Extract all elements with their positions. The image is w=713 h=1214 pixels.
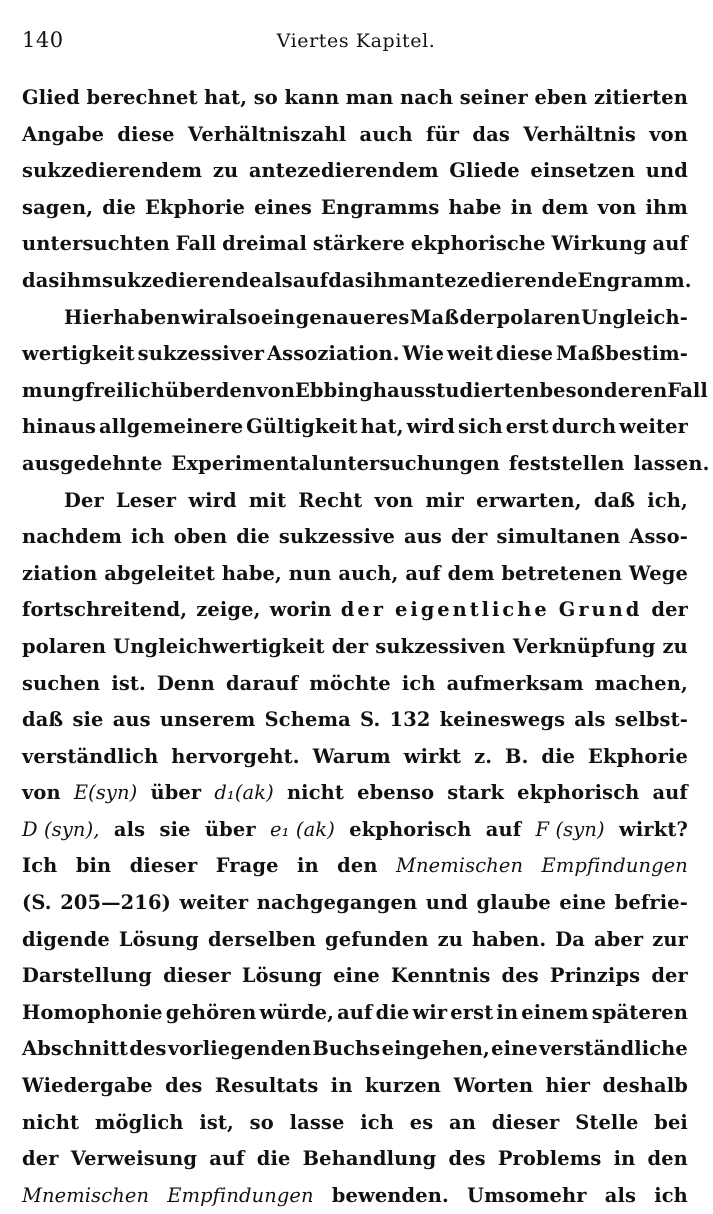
word: weiter	[619, 415, 688, 439]
word: nachgegangen	[256, 891, 418, 915]
word: Hier	[64, 305, 113, 329]
word: glaube	[476, 891, 551, 915]
word: mit	[248, 488, 287, 512]
word: des	[501, 964, 539, 988]
word: lasse	[289, 1110, 345, 1134]
text-line	[22, 848, 688, 885]
word: weiter	[179, 891, 249, 915]
text-line	[22, 300, 688, 337]
word: haben	[113, 305, 181, 329]
word: z.	[474, 744, 493, 768]
word: einem	[521, 1000, 589, 1024]
word: und	[425, 891, 468, 915]
word: der	[331, 634, 369, 658]
word: auf	[337, 1000, 373, 1024]
word: abgeleitet	[104, 561, 216, 585]
word: worin	[269, 598, 332, 622]
word: kann	[284, 86, 340, 109]
word: 132	[389, 708, 431, 732]
word: zu	[212, 159, 239, 183]
text-line	[22, 812, 688, 849]
text-line	[22, 190, 688, 227]
word: B.	[505, 744, 529, 768]
word: Gültigkeit	[246, 415, 358, 439]
word: und	[645, 159, 688, 183]
word: erst	[505, 415, 549, 439]
word: suchen	[22, 671, 101, 695]
word: Umsomehr	[467, 1183, 587, 1207]
word: ein	[261, 305, 296, 329]
word: befrie-	[614, 891, 688, 915]
word: wird	[406, 415, 455, 439]
word: dieser	[491, 1110, 560, 1134]
word: der	[651, 598, 688, 622]
word: Verweisung	[70, 1147, 198, 1171]
word: auf	[405, 561, 441, 585]
word: e₁ (ak)	[270, 817, 335, 841]
text-line	[22, 263, 692, 300]
word: in	[330, 1074, 353, 1098]
word: die	[102, 195, 136, 219]
word: machen,	[594, 671, 688, 695]
word: Verhältnis	[523, 122, 636, 146]
word: so	[249, 1110, 274, 1134]
word: weit	[447, 342, 493, 366]
word: Buchs	[312, 1037, 381, 1061]
word: über	[204, 817, 256, 841]
word: darauf	[225, 671, 299, 695]
text-line	[22, 995, 688, 1032]
word: nicht	[22, 1110, 80, 1134]
word: ausgedehnte	[22, 451, 163, 475]
word: als	[261, 268, 293, 292]
word: ihm	[645, 195, 688, 219]
word: wertigkeit	[22, 342, 135, 366]
word: Verhältniszahl	[187, 122, 347, 146]
word: aber	[593, 927, 644, 951]
text-line	[22, 519, 688, 556]
word: ekphorische	[410, 232, 546, 256]
word: Mnemischen	[395, 854, 524, 878]
word: berechnet	[86, 86, 198, 109]
word: der	[340, 598, 386, 622]
word: verständliche	[539, 1037, 688, 1061]
text-line	[22, 117, 688, 154]
word: als	[113, 817, 146, 841]
text-line	[22, 1141, 688, 1178]
text-line	[22, 373, 708, 410]
word: sukzedierendem	[22, 159, 203, 183]
word: die	[256, 1147, 291, 1171]
word: auf	[652, 781, 688, 805]
word: sich	[457, 415, 503, 439]
word: Worten	[453, 1074, 534, 1098]
word: ihm	[59, 268, 102, 292]
word: den	[647, 1147, 688, 1171]
word: Recht	[298, 488, 363, 512]
word: aus	[403, 525, 442, 549]
word: diese	[495, 342, 554, 366]
text-line	[22, 922, 688, 959]
word: lassen.	[633, 451, 710, 475]
word: als	[604, 1183, 637, 1207]
word: ich	[360, 1110, 394, 1134]
word: wird	[188, 488, 237, 512]
word: der	[22, 1147, 59, 1171]
word: in	[613, 1147, 636, 1171]
word: hervorgeht.	[171, 744, 300, 768]
word: ebenso	[357, 781, 435, 805]
text-line	[22, 1031, 688, 1068]
word: eine	[491, 1037, 538, 1061]
word: wirkt?	[619, 817, 688, 841]
text-line	[22, 336, 688, 373]
word: Angabe	[22, 122, 105, 146]
text-line	[22, 958, 688, 995]
word: von	[22, 781, 61, 805]
word: habe	[448, 195, 502, 219]
word: Fall	[175, 232, 217, 256]
word: fortschreitend,	[22, 598, 188, 622]
word: den	[337, 854, 378, 878]
word: nachdem	[22, 525, 123, 549]
word: Kenntnis	[390, 964, 491, 988]
word: polaren	[22, 634, 107, 658]
word: Wirkung	[551, 232, 647, 256]
word: aufmerksam	[446, 671, 584, 695]
word: hat,	[204, 86, 248, 109]
word: wir	[181, 305, 216, 329]
text-line	[22, 775, 688, 812]
word: daß	[22, 708, 64, 732]
word: auf	[292, 268, 329, 292]
word: in	[510, 195, 533, 219]
word: Ich	[22, 854, 58, 878]
word: bewenden.	[331, 1183, 449, 1207]
word: gehören	[165, 1000, 257, 1024]
word: nach	[400, 86, 454, 109]
word: Abschnitt	[22, 1037, 129, 1061]
word: feststellen	[508, 451, 625, 475]
word: polaren	[496, 305, 581, 329]
word: für	[426, 122, 460, 146]
word: von	[374, 488, 414, 512]
word: Ungleichwertigkeit	[113, 634, 325, 658]
word: gefunden	[325, 927, 429, 951]
word: auch,	[338, 561, 399, 585]
word: die	[541, 744, 576, 768]
word: Ekphorie	[145, 195, 245, 219]
word: Denn	[156, 671, 215, 695]
word: verständlich	[22, 744, 159, 768]
word: diese	[117, 122, 175, 146]
word: des	[129, 1037, 167, 1061]
word: Der	[64, 488, 104, 512]
word: dem	[447, 561, 495, 585]
text-line	[22, 702, 688, 739]
word: eine	[333, 964, 380, 988]
word: F (syn)	[535, 817, 605, 841]
word: ist.	[111, 671, 146, 695]
word: von	[256, 378, 295, 402]
word: Schema	[264, 708, 351, 732]
word: aus	[112, 708, 151, 732]
word: Frage	[215, 854, 279, 878]
word: oben	[173, 525, 228, 549]
word: antezedierende	[408, 268, 578, 292]
word: Warum	[312, 744, 391, 768]
word: des	[165, 1074, 203, 1098]
word: wir	[412, 1000, 448, 1024]
word: kurzen	[364, 1074, 442, 1098]
word: Ebbinghaus	[295, 378, 426, 402]
word: Empfindungen	[541, 854, 688, 878]
word: Verknüpfung	[512, 634, 656, 658]
word: so	[253, 86, 278, 109]
word: auf	[652, 232, 688, 256]
word: Gliede	[449, 159, 520, 183]
word: deshalb	[602, 1074, 688, 1098]
word: Fall	[667, 378, 708, 402]
word: bei	[654, 1110, 688, 1134]
word: Wiedergabe	[22, 1074, 153, 1098]
word: betretenen	[501, 561, 623, 585]
word: hier	[545, 1074, 591, 1098]
word: Homophonie	[22, 1000, 163, 1024]
word: das	[472, 122, 510, 146]
word: 205—216)	[60, 891, 171, 915]
word: das	[22, 268, 60, 292]
word: Assoziation.	[266, 342, 400, 366]
word: einsetzen	[530, 159, 636, 183]
word: sukzessiven	[375, 634, 506, 658]
word: studierten	[425, 378, 540, 402]
word: Lösung	[118, 927, 199, 951]
body-text	[22, 80, 710, 1214]
word: hinaus	[22, 415, 97, 439]
word: auf	[209, 1147, 245, 1171]
running-head: Viertes Kapitel.	[276, 30, 436, 52]
word: nicht	[286, 781, 345, 805]
word: Behandlung	[302, 1147, 437, 1171]
word: auf	[485, 817, 522, 841]
word: Maß	[409, 305, 460, 329]
text-line	[22, 1068, 688, 1105]
word: dreimal	[222, 232, 308, 256]
word: Grund	[558, 598, 643, 622]
word: an	[449, 1110, 477, 1134]
word: der	[450, 525, 488, 549]
word: Wege	[628, 561, 688, 585]
word: ich	[131, 525, 165, 549]
word: digende	[22, 927, 110, 951]
word: Prinzips	[549, 964, 641, 988]
text-line	[22, 1178, 688, 1214]
word: der	[651, 964, 688, 988]
word: untersuchten	[22, 232, 170, 256]
word: eben	[534, 86, 588, 109]
word: mir	[425, 488, 464, 512]
word: dieser	[163, 964, 231, 988]
word: also	[216, 305, 261, 329]
text-line	[22, 739, 688, 776]
word: dem	[541, 195, 589, 219]
word: über	[164, 378, 216, 402]
word: späteren	[591, 1000, 688, 1024]
word: zur	[652, 927, 688, 951]
word: eine	[559, 891, 607, 915]
word: zeige,	[196, 598, 261, 622]
word: ich,	[647, 488, 688, 512]
text-line	[22, 556, 688, 593]
word: selbst-	[614, 708, 688, 732]
word: d₁(ak)	[214, 781, 274, 805]
word: zu	[662, 634, 688, 658]
word: möglich	[94, 1110, 184, 1134]
word: in	[496, 1000, 519, 1024]
text-line	[22, 666, 688, 703]
page-number: 140	[22, 28, 64, 52]
word: sukzedierende	[101, 268, 262, 292]
word: Leser	[115, 488, 177, 512]
word: simultanen	[496, 525, 621, 549]
word: Resultats	[214, 1074, 319, 1098]
word: ekphorisch	[517, 781, 640, 805]
text-line	[22, 629, 688, 666]
text-line	[22, 446, 710, 483]
word: freilich	[84, 378, 165, 402]
word: ihm	[365, 268, 409, 292]
word: das	[328, 268, 366, 292]
word: Ungleich-	[581, 305, 688, 329]
word: dieser	[129, 854, 198, 878]
word: über	[150, 781, 202, 805]
word: stark	[447, 781, 505, 805]
word: Mnemischen	[22, 1183, 150, 1207]
word: (S.	[22, 891, 52, 915]
word: eines	[254, 195, 312, 219]
word: sie	[159, 817, 191, 841]
word: unserem	[159, 708, 256, 732]
word: nun	[288, 561, 332, 585]
word: E(syn)	[73, 781, 138, 805]
word: ich	[654, 1183, 688, 1207]
word: als	[574, 708, 606, 732]
word: derselben	[207, 927, 317, 951]
word: die	[236, 525, 270, 549]
word: möchte	[309, 671, 391, 695]
word: Engramm.	[577, 268, 692, 292]
word: Ekphorie	[588, 744, 688, 768]
word: stärkere	[312, 232, 406, 256]
word: Glied	[22, 86, 80, 109]
word: Da	[555, 927, 585, 951]
word: Maßbestim-	[556, 342, 688, 366]
word: ist,	[199, 1110, 234, 1134]
word: Stelle	[575, 1110, 639, 1134]
word: Wie	[402, 342, 445, 366]
word: erwarten,	[476, 488, 582, 512]
word: genaueres	[295, 305, 410, 329]
word: keineswegs	[439, 708, 566, 732]
word: ekphorisch	[349, 817, 472, 841]
word: sagen,	[22, 195, 94, 219]
word: des	[448, 1147, 486, 1171]
word: sukzessive	[278, 525, 395, 549]
word: zu	[437, 927, 464, 951]
word: Darstellung	[22, 964, 152, 988]
page-header	[22, 28, 690, 62]
word: hat,	[360, 415, 404, 439]
word: die	[375, 1000, 410, 1024]
text-line	[22, 592, 688, 629]
word: den	[215, 378, 257, 402]
word: Asso-	[629, 525, 688, 549]
text-line	[22, 409, 688, 446]
word: S.	[360, 708, 381, 732]
word: allgemeinere	[99, 415, 244, 439]
word: Engramms	[321, 195, 440, 219]
word: sukzessiver	[137, 342, 265, 366]
word: Experimentaluntersuchungen	[171, 451, 500, 475]
word: von	[597, 195, 637, 219]
word: es	[409, 1110, 434, 1134]
text-line	[22, 885, 688, 922]
text-line	[22, 80, 688, 117]
word: ziation	[22, 561, 98, 585]
word: wirkt	[403, 744, 462, 768]
text-line	[22, 153, 688, 190]
word: eigentliche	[395, 598, 550, 622]
word: ich	[401, 671, 436, 695]
word: erst	[450, 1000, 494, 1024]
word: zitierten	[593, 86, 688, 109]
word: antezedierendem	[248, 159, 439, 183]
word: in	[296, 854, 319, 878]
word: daß	[593, 488, 636, 512]
word: vorliegenden	[167, 1037, 312, 1061]
word: besonderen	[539, 378, 668, 402]
word: Problems	[497, 1147, 602, 1171]
word: von	[649, 122, 688, 146]
word: Empfindungen	[167, 1183, 314, 1207]
word: haben.	[472, 927, 547, 951]
word: Lösung	[241, 964, 322, 988]
word: würde,	[259, 1000, 334, 1024]
word: der	[459, 305, 497, 329]
word: man	[345, 86, 394, 109]
word: sie	[72, 708, 104, 732]
word: auch	[359, 122, 413, 146]
word: seiner	[459, 86, 528, 109]
text-line	[22, 483, 688, 520]
word: eingehen,	[381, 1037, 490, 1061]
text-line	[22, 1105, 688, 1142]
word: habe,	[221, 561, 282, 585]
text-line	[22, 226, 688, 263]
word: bin	[75, 854, 112, 878]
word: durch	[551, 415, 617, 439]
word: D (syn),	[22, 817, 100, 841]
word: mung	[22, 378, 85, 402]
